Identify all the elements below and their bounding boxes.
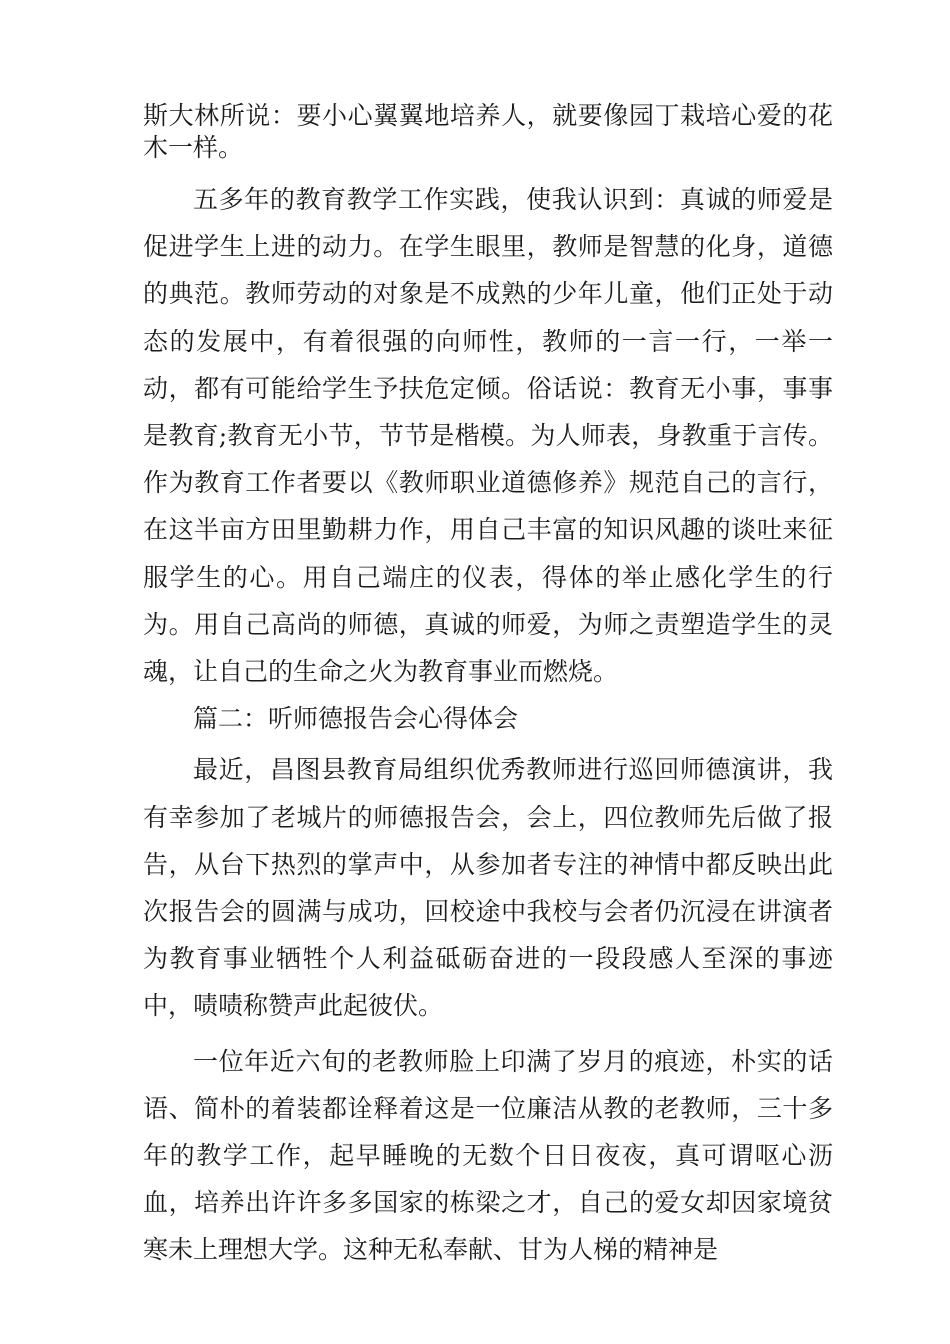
paragraph-old-teacher: 一位年近六旬的老教师脸上印满了岁月的痕迹，朴实的话语、简朴的着装都诠释着这是一位廉洁从教的老教师，三十多年的教学工作，起早睡晚的无数个日日夜夜，真可谓呕心沥血，培养出许许多多国家的栋梁之才，自己的爱女却因家境贫寒未上理想大学。这种无私奉献、甘为人梯的精神是: [143, 1046, 833, 1265]
paragraph-teaching-practice: 五多年的教育教学工作实践，使我认识到：真诚的师爱是促进学生上进的动力。在学生眼里，教师是智慧的化身，道德的典范。教师劳动的对象是不成熟的少年儿童，他们正处于动态的发展中，有着很强的向师性，教师的一言一行，一举一动，都有可能给学生予扶危定倾。俗话说：教育无小事，事事是教育;教育无小节，节节是楷模。为人师表，身教重于言传。作为教育工作者要以《教师职业道德修养》规范自己的言行，在这半亩方田里勤耕力作，用自己丰富的知识风趣的谈吐来征服学生的心。用自己端庄的仪表，得体的举止感化学生的行为。用自己高尚的师德，真诚的师爱，为师之责塑造学生的灵魂，让自己的生命之火为教育事业而燃烧。: [143, 185, 833, 687]
paragraph-report-meeting: 最近，昌图县教育局组织优秀教师进行巡回师德演讲，我有幸参加了老城片的师德报告会，会上，四位教师先后做了报告，从台下热烈的掌声中，从参加者专注的神情中都反映出此次报告会的圆满与成功，回校途中我校与会者仍沉浸在讲演者为教育事业牺牲个人利益砥砺奋进的一段段感人至深的事迹中，啧啧称赞声此起彼伏。: [143, 755, 833, 1021]
paragraph-stalin-quote: 斯大林所说：要小心翼翼地培养人，就要像园丁栽培心爱的花木一样。: [143, 101, 833, 162]
document-body: [143, 100, 833, 1274]
section-heading: 篇二：听师德报告会心得体会: [193, 704, 519, 734]
